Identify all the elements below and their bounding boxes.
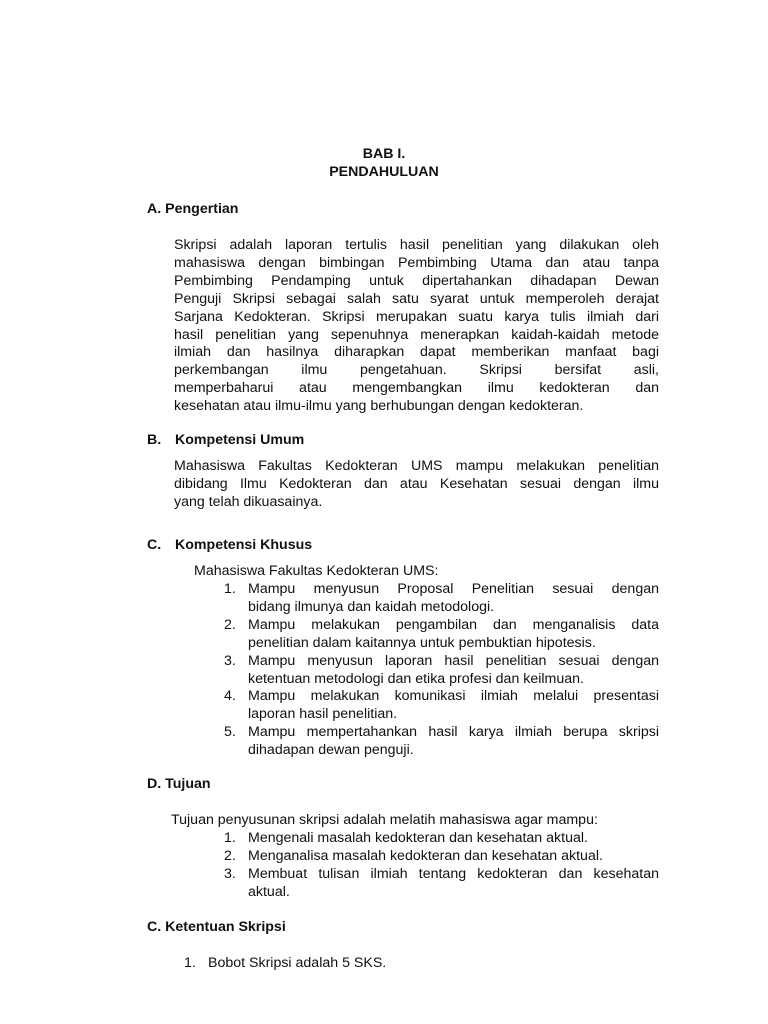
section-a-paragraph-line: memperbaharui atau mengembangkan ilmu kedokteran dan bbox=[174, 380, 659, 397]
list-number: 1. bbox=[184, 955, 196, 971]
list-number: 1. bbox=[224, 581, 236, 597]
chapter-number: BAB I. bbox=[362, 146, 406, 162]
list-number: 2. bbox=[224, 616, 236, 633]
section-c-letter: C. bbox=[147, 537, 162, 553]
section-b-heading bbox=[147, 432, 304, 450]
list-item-text: Membuat tulisan ilmiah tentang kedokteran dan kesehatan bbox=[248, 865, 659, 882]
objective-item bbox=[224, 866, 659, 902]
list-item-text: ketentuan metodologi dan etika profesi dan keilmuan. bbox=[248, 670, 584, 687]
section-b-paragraph-line: yang telah dikuasainya. bbox=[174, 493, 323, 510]
section-d-title: Tujuan bbox=[165, 776, 211, 792]
list-item-text: Mampu menyusun laporan hasil penelitian sesuai dengan bbox=[248, 652, 659, 669]
section-a-paragraph-line: hasil penelitian yang sepenuhnya menerapkan kaidah-kaidah metode bbox=[174, 326, 659, 343]
section-a-paragraph-line: Pembimbing Pendamping untuk dipertahankan dihadapan Dewan bbox=[174, 272, 659, 289]
section-b-paragraph bbox=[174, 458, 659, 512]
section-ketentuan-letter: C. bbox=[147, 919, 162, 935]
section-d-heading bbox=[147, 776, 211, 794]
section-c-title: Kompetensi Khusus bbox=[175, 537, 313, 553]
list-item-text: Menganalisa masalah kedokteran dan kesehatan aktual. bbox=[248, 847, 603, 864]
list-item-text: Mampu melakukan komunikasi ilmiah melalui presentasi bbox=[248, 688, 659, 705]
section-d-intro: Tujuan penyusunan skripsi adalah melatih mahasiswa agar mampu: bbox=[171, 812, 598, 828]
list-item-text: penelitian dalam kaitannya untuk pembuktian hipotesis. bbox=[248, 634, 596, 651]
competency-item bbox=[224, 724, 659, 760]
list-item-text: Mampu menyusun Proposal Penelitian sesuai dengan bbox=[248, 581, 659, 597]
list-item-text: dihadapan dewan penguji. bbox=[248, 742, 414, 759]
provision-item bbox=[184, 955, 604, 973]
objective-item bbox=[224, 848, 659, 866]
list-number: 4. bbox=[224, 688, 236, 705]
section-c-list bbox=[224, 581, 659, 760]
section-a-title: Pengertian bbox=[165, 201, 239, 217]
list-item-text: Mengenali masalah kedokteran dan kesehatan aktual. bbox=[248, 830, 588, 846]
list-number: 1. bbox=[224, 830, 236, 846]
section-b-paragraph-line: Mahasiswa Fakultas Kedokteran UMS mampu melakukan penelitian bbox=[174, 458, 659, 474]
section-c-intro: Mahasiswa Fakultas Kedokteran UMS: bbox=[194, 563, 439, 579]
competency-item bbox=[224, 617, 659, 653]
list-number: 3. bbox=[224, 652, 236, 669]
chapter-title bbox=[0, 146, 768, 182]
list-item-text: Mampu mempertahankan hasil karya ilmiah berupa skripsi bbox=[248, 724, 659, 741]
section-d-list bbox=[224, 830, 659, 902]
section-a-paragraph-line: perkembangan ilmu pengetahuan. Skripsi bersifat asli, bbox=[174, 362, 659, 379]
section-a-paragraph-line: kesehatan atau ilmu-ilmu yang berhubungan dengan kedokteran. bbox=[174, 398, 584, 415]
section-a-paragraph-line: Skripsi adalah laporan tertulis hasil penelitian yang dilakukan oleh bbox=[174, 237, 659, 253]
section-a-letter: A. bbox=[147, 201, 162, 217]
list-item-text: laporan hasil penelitian. bbox=[248, 706, 398, 723]
competency-item bbox=[224, 688, 659, 724]
section-a-paragraph-line: ilmiah dan hasilnya diharapkan dapat memberikan manfaat bagi bbox=[174, 344, 659, 361]
section-ketentuan-list bbox=[184, 955, 604, 973]
section-a-paragraph-line: mahasiswa dengan bimbingan Pembimbing Utama dan atau tanpa bbox=[174, 254, 659, 271]
list-number: 5. bbox=[224, 724, 236, 741]
list-item-text: aktual. bbox=[248, 883, 290, 900]
section-a-heading bbox=[147, 201, 238, 219]
section-ketentuan-title: Ketentuan Skripsi bbox=[165, 919, 286, 935]
list-item-text: Bobot Skripsi adalah 5 SKS. bbox=[208, 955, 387, 971]
competency-item bbox=[224, 581, 659, 617]
list-item-text: bidang ilmunya dan kaidah metodologi. bbox=[248, 598, 495, 615]
list-item-text: Mampu melakukan pengambilan dan menganalisis data bbox=[248, 616, 659, 633]
section-ketentuan-heading bbox=[147, 919, 286, 937]
list-number: 3. bbox=[224, 865, 236, 882]
list-number: 2. bbox=[224, 847, 236, 864]
section-b-paragraph-line: dibidang Ilmu Kedokteran dan atau Kesehatan sesuai dengan ilmu bbox=[174, 475, 659, 492]
section-a-paragraph bbox=[174, 237, 659, 416]
section-c-heading bbox=[147, 537, 312, 555]
section-b-letter: B. bbox=[147, 432, 162, 448]
section-b-title: Kompetensi Umum bbox=[175, 432, 305, 448]
chapter-name: PENDAHULUAN bbox=[329, 164, 439, 180]
section-a-paragraph-line: Sarjana Kedokteran. Skripsi merupakan suatu karya tulis ilmiah dari bbox=[174, 308, 659, 325]
objective-item bbox=[224, 830, 659, 848]
section-a-paragraph-line: Penguji Skripsi sebagai salah satu syarat untuk memperoleh derajat bbox=[174, 290, 659, 307]
section-d-letter: D. bbox=[147, 776, 162, 792]
competency-item bbox=[224, 653, 659, 689]
